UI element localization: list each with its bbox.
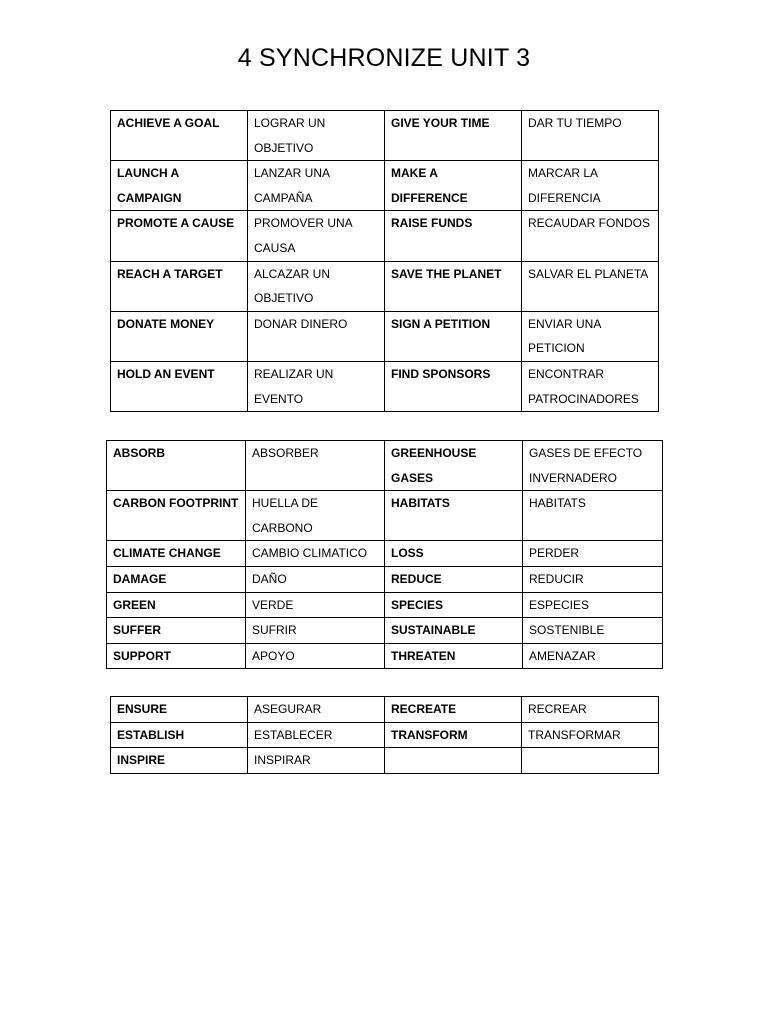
english-term-cell: ABSORB [107,441,246,491]
spanish-translation-cell: SUFRIR [246,618,385,644]
english-term-cell: RECREATE [385,697,522,723]
spanish-translation-cell: DAÑO [246,566,385,592]
english-term-cell: SAVE THE PLANET [385,261,522,311]
english-term-cell: SUFFER [107,618,246,644]
english-term-cell: SUPPORT [107,643,246,669]
table-row [111,697,659,723]
spanish-translation-cell: TRANSFORMAR [522,722,659,748]
spanish-translation-cell: RECAUDAR FONDOS [522,211,659,261]
english-term-cell: DONATE MONEY [111,311,248,361]
table-row [107,592,663,618]
spanish-translation-cell: AMENAZAR [523,643,663,669]
english-term-cell: DAMAGE [107,566,246,592]
spanish-translation-cell: RECREAR [522,697,659,723]
spanish-translation-cell: LOGRAR UN OBJETIVO [248,111,385,161]
spanish-translation-cell: ASEGURAR [248,697,385,723]
spanish-translation-cell: VERDE [246,592,385,618]
spanish-translation-cell: DAR TU TIEMPO [522,111,659,161]
spanish-translation-cell: ESTABLECER [248,722,385,748]
english-term-cell: RAISE FUNDS [385,211,522,261]
english-term-cell: FIND SPONSORS [385,361,522,411]
english-term-cell: SUSTAINABLE [385,618,523,644]
vocabulary-table-3 [110,696,659,774]
english-term-cell: ENSURE [111,697,248,723]
english-term-cell: SIGN A PETITION [385,311,522,361]
english-term-cell: LAUNCH A CAMPAIGN [111,161,248,211]
english-term-cell [385,748,522,774]
spanish-translation-cell: REALIZAR UN EVENTO [248,361,385,411]
english-term-cell: INSPIRE [111,748,248,774]
spanish-translation-cell: CAMBIO CLIMATICO [246,541,385,567]
table-row [107,541,663,567]
spanish-translation-cell: APOYO [246,643,385,669]
table-row [107,566,663,592]
english-term-cell: REACH A TARGET [111,261,248,311]
table-row [107,618,663,644]
vocabulary-table-1 [110,110,659,412]
table-row [111,161,659,211]
english-term-cell: HABITATS [385,491,523,541]
english-term-cell: ACHIEVE A GOAL [111,111,248,161]
table-row [111,311,659,361]
spanish-translation-cell: ENCONTRAR PATROCINADORES [522,361,659,411]
english-term-cell: REDUCE [385,566,523,592]
english-term-cell: HOLD AN EVENT [111,361,248,411]
spanish-translation-cell: HUELLA DE CARBONO [246,491,385,541]
spanish-translation-cell: DONAR DINERO [248,311,385,361]
table-row [111,748,659,774]
page-title: 4 SYNCHRONIZE UNIT 3 [237,44,531,72]
spanish-translation-cell: HABITATS [523,491,663,541]
english-term-cell: CLIMATE CHANGE [107,541,246,567]
table-row [107,441,663,491]
spanish-translation-cell: ENVIAR UNA PETICION [522,311,659,361]
table-row [111,361,659,411]
english-term-cell: LOSS [385,541,523,567]
spanish-translation-cell: SOSTENIBLE [523,618,663,644]
spanish-translation-cell [522,748,659,774]
table-row [111,261,659,311]
spanish-translation-cell: ALCAZAR UN OBJETIVO [248,261,385,311]
spanish-translation-cell: SALVAR EL PLANETA [522,261,659,311]
spanish-translation-cell: GASES DE EFECTO INVERNADERO [523,441,663,491]
table-row [111,722,659,748]
vocabulary-table-2 [106,440,663,669]
table-row [107,491,663,541]
table-row [111,211,659,261]
english-term-cell: GREEN [107,592,246,618]
spanish-translation-cell: LANZAR UNA CAMPAÑA [248,161,385,211]
english-term-cell: PROMOTE A CAUSE [111,211,248,261]
spanish-translation-cell: ESPECIES [523,592,663,618]
english-term-cell: CARBON FOOTPRINT [107,491,246,541]
english-term-cell: TRANSFORM [385,722,522,748]
spanish-translation-cell: ABSORBER [246,441,385,491]
spanish-translation-cell: MARCAR LA DIFERENCIA [522,161,659,211]
english-term-cell: MAKE A DIFFERENCE [385,161,522,211]
spanish-translation-cell: PROMOVER UNA CAUSA [248,211,385,261]
english-term-cell: SPECIES [385,592,523,618]
english-term-cell: THREATEN [385,643,523,669]
spanish-translation-cell: PERDER [523,541,663,567]
spanish-translation-cell: INSPIRAR [248,748,385,774]
spanish-translation-cell: REDUCIR [523,566,663,592]
english-term-cell: GREENHOUSE GASES [385,441,523,491]
english-term-cell: GIVE YOUR TIME [385,111,522,161]
table-row [111,111,659,161]
english-term-cell: ESTABLISH [111,722,248,748]
table-row [107,643,663,669]
